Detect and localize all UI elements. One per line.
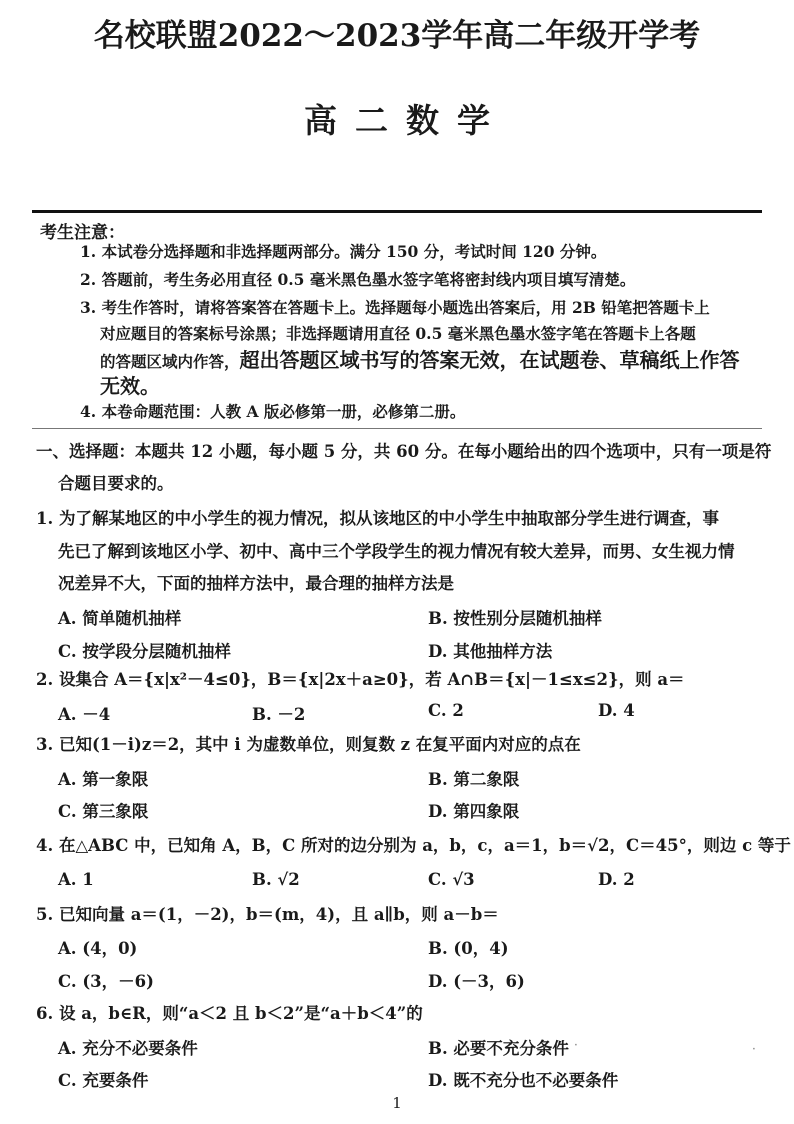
question-4-option-a: A. 1 <box>58 870 94 889</box>
notice-item-2: 2. 答题前，考生务必用直径 0.5 毫米黑色墨水签字笔将密封线内项目填写清楚。 <box>80 270 636 289</box>
notice-item-1: 1. 本试卷分选择题和非选择题两部分。满分 150 分，考试时间 120 分钟。 <box>80 242 607 261</box>
section-divider <box>32 428 762 429</box>
question-4-stem: 4. 在△ABC 中，已知角 A，B，C 所对的边分别为 a，b，c，a＝1，b＝√2，C＝45°，则边 c 等于 <box>36 836 791 855</box>
section-heading-cont: 合题目要求的。 <box>58 474 174 493</box>
notice-item-3-cont: 对应题目的答案标号涂黑；非选择题请用直径 0.5 毫米黑色墨水签字笔在答题卡上各题 <box>100 324 696 343</box>
question-2-option-b: B. －2 <box>252 705 306 724</box>
question-5-stem: 5. 已知向量 a＝(1，－2)，b＝(m，4)，且 a∥b，则 a－b＝ <box>36 905 499 924</box>
question-6-stem: 6. 设 a，b∈R，则“a＜2 且 b＜2”是“a＋b＜4”的 <box>36 1004 423 1023</box>
notice-item-3: 3. 考生作答时，请将答案答在答题卡上。选择题每小题选出答案后，用 2B 铅笔把答题卡上 <box>80 298 710 317</box>
question-3-option-a: A. 第一象限 <box>58 770 149 789</box>
question-5-option-d: D. (－3，6) <box>428 972 525 991</box>
question-5-option-b: B. (0，4) <box>428 939 509 958</box>
question-3-option-b: B. 第二象限 <box>428 770 520 789</box>
page-number: 1 <box>392 1094 402 1112</box>
scan-smudge-mark-2: ‧ <box>752 1042 756 1056</box>
question-6-option-c: C. 充要条件 <box>58 1071 149 1090</box>
header-divider <box>32 210 762 213</box>
section-heading: 一、选择题：本题共 12 小题，每小题 5 分，共 60 分。在每小题给出的四个选项中，只有一项是符 <box>36 442 772 461</box>
question-3-option-c: C. 第三象限 <box>58 802 149 821</box>
question-2-stem: 2. 设集合 A＝{x|x²－4≤0}，B＝{x|2x＋a≥0}，若 A∩B＝{x|－1≤x≤2}，则 a＝ <box>36 670 685 689</box>
question-6-option-a: A. 充分不必要条件 <box>58 1039 198 1058</box>
question-3-stem: 3. 已知(1－i)z＝2，其中 i 为虚数单位，则复数 z 在复平面内对应的点在 <box>36 735 581 754</box>
question-1-stem-cont: 先已了解到该地区小学、初中、高中三个学段学生的视力情况有较大差异，而男、女生视力情 <box>58 542 735 561</box>
exam-title: 名校联盟2022～2023学年高二年级开学考 <box>93 18 701 54</box>
notice-item-3-end: 无效。 <box>100 374 160 398</box>
question-1-option-b: B. 按性别分层随机抽样 <box>428 609 602 628</box>
notice-item-3-text: 的答题区域内作答， <box>100 352 240 371</box>
question-1-option-a: A. 简单随机抽样 <box>58 609 182 628</box>
question-6-option-b: B. 必要不充分条件 <box>428 1039 569 1058</box>
question-4-option-d: D. 2 <box>598 870 635 889</box>
subject-title: 高二数学 <box>304 101 508 140</box>
notice-item-4: 4. 本卷命题范围：人教 A 版必修第一册，必修第二册。 <box>80 402 466 421</box>
question-4-option-b: B. √2 <box>252 870 300 889</box>
question-6-option-d: D. 既不充分也不必要条件 <box>428 1071 619 1090</box>
question-1-option-d: D. 其他抽样方法 <box>428 642 553 661</box>
question-1-option-c: C. 按学段分层随机抽样 <box>58 642 231 661</box>
question-2-option-c: C. 2 <box>428 701 464 720</box>
question-1-stem-cont2: 况差异不大，下面的抽样方法中，最合理的抽样方法是 <box>58 574 454 593</box>
question-3-option-d: D. 第四象限 <box>428 802 520 821</box>
question-2-option-a: A. －4 <box>58 705 111 724</box>
question-5-option-a: A. (4，0) <box>58 939 138 958</box>
question-1-stem: 1. 为了解某地区的中小学生的视力情况，拟从该地区的中小学生中抽取部分学生进行调查，事 <box>36 509 719 528</box>
scan-smudge-mark: ‧ <box>574 1038 578 1052</box>
question-2-option-d: D. 4 <box>598 701 635 720</box>
notice-item-3-emphasis: 超出答题区域书写的答案无效，在试题卷、草稿纸上作答 <box>239 348 740 372</box>
question-5-option-c: C. (3，－6) <box>58 972 154 991</box>
notice-heading: 考生注意： <box>40 223 125 243</box>
question-4-option-c: C. √3 <box>428 870 475 889</box>
